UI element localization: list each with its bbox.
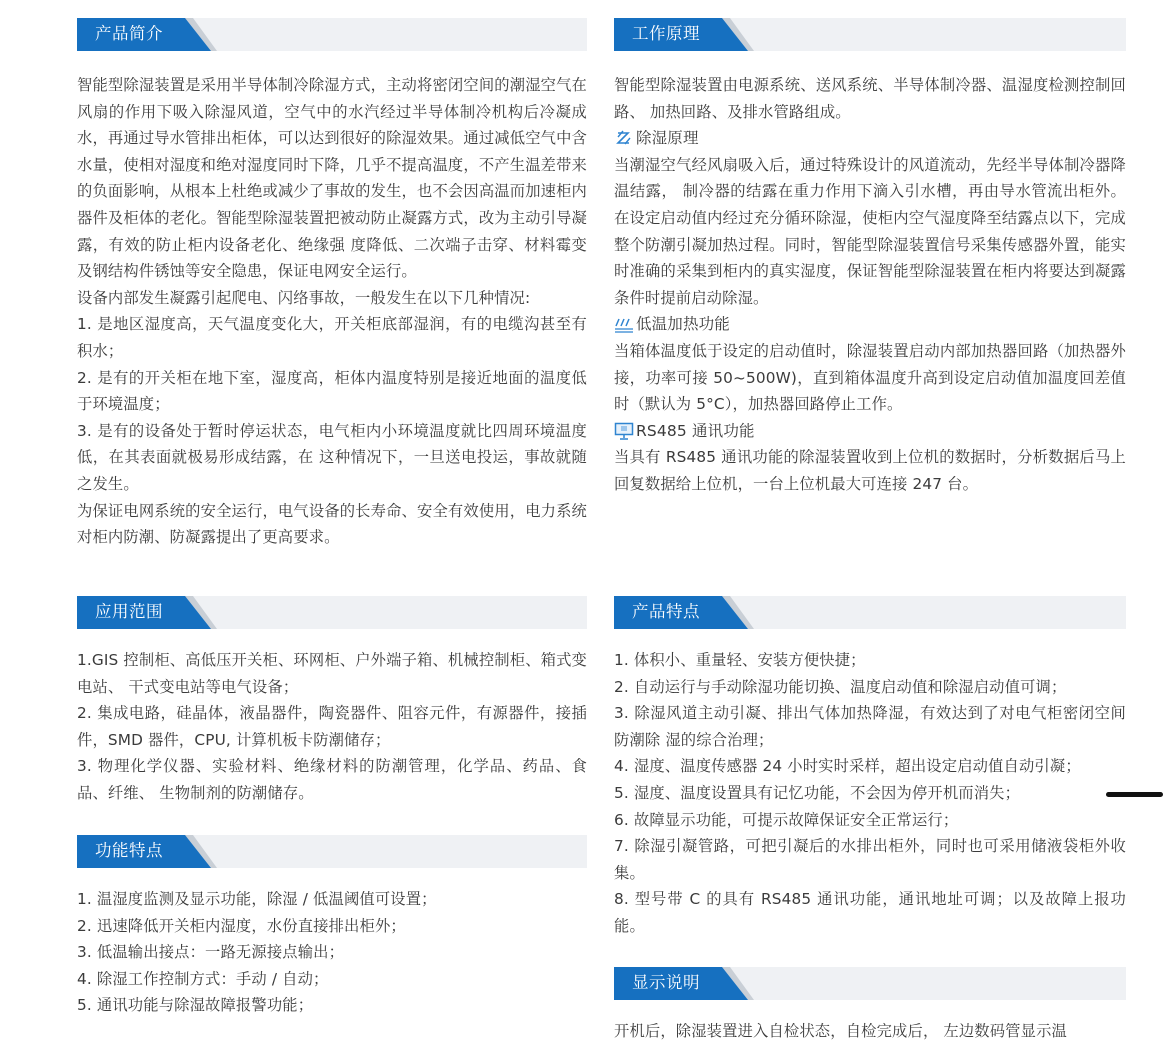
section-product-features — [614, 596, 1126, 940]
paragraph: 当具有 RS485 通讯功能的除湿装置收到上位机的数据时，分析数据后马上回复数据给上位机，一台上位机最大可连接 247 台。 — [614, 448, 1126, 493]
list-item: 4. 除湿工作控制方式：手动 / 自动； — [77, 969, 329, 988]
section-title: 应用范围 — [95, 602, 163, 621]
section-working-principle — [614, 18, 1126, 498]
subsection-title-heating — [614, 311, 1126, 338]
paragraph: 为保证电网系统的安全运行，电气设备的长寿命、安全有效使用，电力系统对柜内防潮、防凝露提出了更高要求。 — [77, 501, 587, 547]
scroll-handle[interactable] — [1106, 792, 1163, 797]
list-item: 3. 除湿风道主动引凝、排出气体加热降湿，有效达到了对电气柜密闭空间防潮除 湿的综合治理； — [614, 704, 1126, 749]
list-item: 1. 温湿度监测及显示功能，除湿 / 低温阈值可设置； — [77, 890, 437, 908]
list-item: 4. 湿度、温度传感器 24 小时实时采样，超出设定启动值自动引凝； — [614, 757, 1081, 776]
list-item: 2. 迅速降低开关柜内湿度，水份直接排出柜外； — [77, 916, 406, 935]
features-list — [614, 647, 1126, 940]
subsection-title: 低温加热功能 — [636, 315, 730, 334]
subsection-title-dehumidify — [614, 125, 1126, 152]
list-item: 1. 体积小、重量轻、安装方便快捷； — [614, 651, 866, 669]
paragraph: 1. 是地区湿度高，天气温度变化大，开关柜底部湿润，有的电缆沟甚至有积水； — [77, 315, 587, 360]
list-item: 7. 除湿引凝管路，可把引凝后的水排出柜外，同时也可采用储液袋柜外收集。 — [614, 837, 1126, 882]
paragraph: 智能型除湿装置由电源系统、送风系统、半导体制冷器、温湿度检测控制回路、 加热回路、及排水管路组成。 — [614, 76, 1126, 121]
display-body — [614, 1018, 1126, 1042]
list-item: 2. 自动运行与手动除湿功能切换、温度启动值和除湿启动值可调； — [614, 677, 1067, 696]
section-title: 产品简介 — [95, 24, 163, 43]
section-application — [77, 596, 587, 807]
list-item: 8. 型号带 C 的具有 RS485 通讯功能，通讯地址可调；以及故障上报功能。 — [614, 890, 1126, 935]
functions-list — [77, 886, 587, 1019]
heating-icon — [614, 315, 634, 335]
list-item: 5. 通讯功能与除湿故障报警功能； — [77, 996, 314, 1015]
paragraph: 2. 是有的开关柜在地下室，湿度高，柜体内温度特别是接近地面的温度低于环境温度； — [77, 368, 587, 414]
paragraph: 当箱体温度低于设定的启动值时，除湿装置启动内部加热器回路（加热器外接，功率可接 50~500W)，直到箱体温度升高到设定启动值加温度回差值时（默认为 5°C），加热器回路停止工作。 — [614, 341, 1126, 414]
application-list — [77, 647, 587, 807]
section-header — [77, 835, 587, 868]
section-header — [77, 18, 587, 51]
monitor-icon — [614, 421, 634, 441]
list-item: 1.GIS 控制柜、高低压开关柜、环网柜、户外端子箱、机械控制柜、箱式变电站、 干式变电站等电气设备； — [77, 651, 587, 696]
list-item: 5. 湿度、温度设置具有记忆功能，不会因为停开机而消失； — [614, 783, 1021, 802]
section-header — [77, 596, 587, 629]
section-functions — [77, 835, 587, 1019]
section-title: 功能特点 — [95, 841, 163, 860]
list-item: 3. 低温输出接点：一路无源接点输出； — [77, 943, 345, 962]
subsection-title: RS485 通讯功能 — [636, 421, 755, 440]
section-title: 工作原理 — [632, 24, 700, 43]
subsection-title: 除湿原理 — [636, 129, 699, 148]
section-product-intro — [77, 18, 587, 551]
paragraph: 当潮湿空气经风扇吸入后，通过特殊设计的风道流动，先经半导体制冷器降温结露， 制冷器的结露在重力作用下滴入引水槽，再由导水管流出柜外。在设定启动值内经过充分循环除湿，使柜内空气湿度降至结露点以下，完成整个防潮引凝加热过程。同时，智能型除湿装置信号采集传感器外置，能实时准确的采集到柜内的真实湿度，保证智能型除湿装置在柜内将要达到凝露条件时提前启动除湿。 — [614, 155, 1126, 307]
paragraph: 设备内部发生凝露引起爬电、闪络事故，一般发生在以下几种情况: — [77, 288, 531, 307]
paragraph: 开机后，除湿装置进入自检状态，自检完成后， 左边数码管显示温 — [614, 1022, 1067, 1040]
list-item: 3. 物理化学仪器、实验材料、绝缘材料的防潮管理，化学品、药品、食品、纤维、 生物制剂的防潮储存。 — [77, 757, 587, 802]
principle-body — [614, 72, 1126, 498]
intro-body — [77, 72, 587, 551]
paragraph: 3. 是有的设备处于暂时停运状态，电气柜内小环境温度就比四周环境温度低，在其表面就极易形成结露，在 这种情况下，一旦送电投运，事故就随之发生。 — [77, 421, 587, 493]
section-header — [614, 967, 1126, 1000]
dehumidify-icon — [614, 128, 634, 148]
section-display-description — [614, 967, 1126, 1042]
list-item: 2. 集成电路，硅晶体，液晶器件，陶瓷器件、阻容元件，有源器件，接插件，SMD 器件，CPU, 计算机板卡防潮储存； — [77, 704, 587, 749]
section-title: 显示说明 — [632, 973, 700, 992]
section-header — [614, 596, 1126, 629]
subsection-title-rs485 — [614, 418, 1126, 445]
section-header — [614, 18, 1126, 51]
list-item: 6. 故障显示功能，可提示故障保证安全正常运行； — [614, 810, 959, 829]
paragraph: 智能型除湿装置是采用半导体制冷除湿方式，主动将密闭空间的潮湿空气在风扇的作用下吸入除湿风道，空气中的水汽经过半导体制冷机构后冷凝成水，再通过导水管排出柜体，可以达到很好的除湿效果。通过减低空气中含水量，使相对湿度和绝对湿度同时下降，几乎不提高温度，不产生温差带来的负面影响，从根本上杜绝或减少了事故的发生，也不会因高温而加速柜内器件及柜体的老化。智能型除湿装置把被动防止凝露方式，改为主动引导凝露，有效的防止柜内设备老化、绝缘强 度降低、二次端子击穿、材料霉变及钢结构件锈蚀等安全隐患，保证电网安全运行。 — [77, 76, 587, 281]
section-title: 产品特点 — [632, 602, 700, 621]
